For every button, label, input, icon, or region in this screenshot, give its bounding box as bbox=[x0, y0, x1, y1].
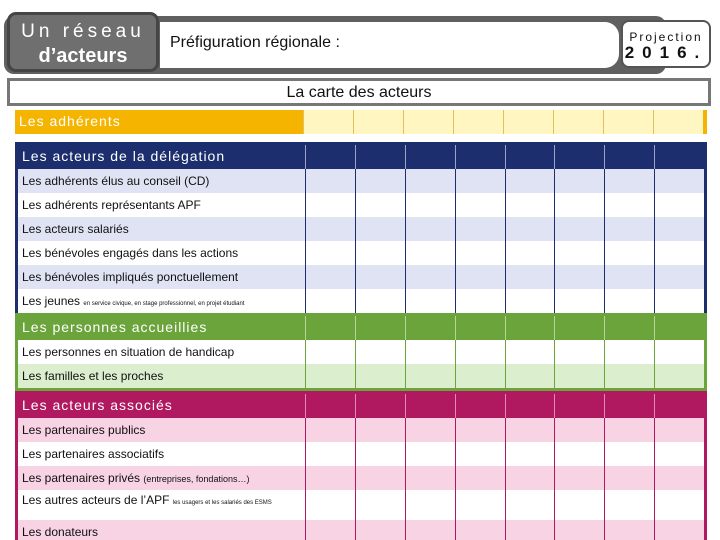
row-label: Les donateurs bbox=[18, 520, 305, 540]
grid-cell[interactable] bbox=[505, 466, 555, 490]
grid-cell[interactable] bbox=[405, 364, 455, 388]
projection-label: Projection bbox=[629, 30, 703, 44]
grid-cell[interactable] bbox=[503, 110, 553, 134]
grid-cell[interactable] bbox=[505, 193, 555, 217]
grid-cell[interactable] bbox=[554, 217, 604, 241]
section-title-associes: Les acteurs associés bbox=[22, 397, 173, 413]
row-label: Les adhérents représentants APF bbox=[18, 193, 305, 217]
grid-cell[interactable] bbox=[405, 241, 455, 265]
grid-cell[interactable] bbox=[604, 520, 654, 540]
grid-cell[interactable] bbox=[505, 490, 555, 520]
grid-cell[interactable] bbox=[455, 193, 505, 217]
table-row bbox=[18, 466, 704, 490]
grid-cell[interactable] bbox=[303, 110, 353, 134]
grid-cell[interactable] bbox=[403, 110, 453, 134]
grid-cell[interactable] bbox=[505, 442, 555, 466]
grid-cell[interactable] bbox=[554, 265, 604, 289]
grid-cell[interactable] bbox=[604, 265, 654, 289]
grid-cell[interactable] bbox=[355, 490, 405, 520]
grid-cell[interactable] bbox=[455, 466, 505, 490]
grid-cell[interactable] bbox=[305, 466, 355, 490]
grid-cell[interactable] bbox=[554, 418, 604, 442]
grid-cell[interactable] bbox=[505, 340, 555, 364]
grid-cell[interactable] bbox=[455, 364, 505, 388]
grid-cell[interactable] bbox=[604, 217, 654, 241]
table-row bbox=[18, 520, 704, 540]
grid-cell[interactable] bbox=[654, 418, 704, 442]
grid-cell[interactable] bbox=[653, 110, 703, 134]
grid-cell[interactable] bbox=[405, 442, 455, 466]
grid-cell[interactable] bbox=[355, 193, 405, 217]
grid-cell[interactable] bbox=[554, 340, 604, 364]
grid-cell[interactable] bbox=[604, 241, 654, 265]
grid-cell[interactable] bbox=[505, 265, 555, 289]
grid-cell[interactable] bbox=[355, 418, 405, 442]
grid-cell[interactable] bbox=[405, 520, 455, 540]
grid-cell[interactable] bbox=[604, 364, 654, 388]
grid-cell[interactable] bbox=[355, 364, 405, 388]
grid-cell[interactable] bbox=[654, 169, 704, 193]
section-title-personnes: Les personnes accueillies bbox=[22, 319, 208, 335]
section-adherents bbox=[15, 110, 707, 134]
prives-note: (entreprises, fondations…) bbox=[143, 474, 250, 484]
section-title-adherents: Les adhérents bbox=[19, 113, 121, 129]
grid-cell[interactable] bbox=[305, 340, 355, 364]
table-row bbox=[18, 193, 704, 217]
grid-cell[interactable] bbox=[405, 490, 455, 520]
grid-cell[interactable] bbox=[604, 340, 654, 364]
row-label: Les familles et les proches bbox=[18, 364, 305, 388]
grid-cell[interactable] bbox=[505, 520, 555, 540]
row-label: Les adhérents élus au conseil (CD) bbox=[18, 169, 305, 193]
projection-box bbox=[621, 20, 711, 68]
grid-cell[interactable] bbox=[505, 169, 555, 193]
grid-cell[interactable] bbox=[505, 241, 555, 265]
grid-cell[interactable] bbox=[355, 241, 405, 265]
table-row bbox=[18, 442, 704, 466]
row-label-prives bbox=[18, 466, 305, 490]
section-title-delegation: Les acteurs de la délégation bbox=[22, 148, 226, 164]
grid-cell[interactable] bbox=[405, 418, 455, 442]
autres-label: Les autres acteurs de l’APF bbox=[22, 493, 170, 507]
grid-cell[interactable] bbox=[505, 418, 555, 442]
grid-cell[interactable] bbox=[603, 110, 653, 134]
grid-cell[interactable] bbox=[305, 169, 355, 193]
grid-cell[interactable] bbox=[554, 241, 604, 265]
table-row bbox=[18, 265, 704, 289]
row-label: Les partenaires publics bbox=[18, 418, 305, 442]
carte-title: La carte des acteurs bbox=[7, 78, 711, 106]
grid-cell[interactable] bbox=[305, 442, 355, 466]
grid-cell[interactable] bbox=[604, 442, 654, 466]
grid-cell[interactable] bbox=[305, 193, 355, 217]
table-row bbox=[18, 490, 704, 520]
row-label: Les personnes en situation de handicap bbox=[18, 340, 305, 364]
grid-cell[interactable] bbox=[604, 418, 654, 442]
grid-cell[interactable] bbox=[654, 265, 704, 289]
grid-cell[interactable] bbox=[604, 169, 654, 193]
grid-cell[interactable] bbox=[604, 490, 654, 520]
title-line2: d’acteurs bbox=[38, 45, 128, 67]
grid-cell[interactable] bbox=[654, 364, 704, 388]
jeunes-label: Les jeunes bbox=[22, 294, 81, 308]
grid-cell[interactable] bbox=[453, 110, 503, 134]
grid-cell[interactable] bbox=[305, 217, 355, 241]
table-row bbox=[18, 364, 704, 388]
section-personnes bbox=[15, 313, 707, 391]
grid-cell[interactable] bbox=[554, 466, 604, 490]
grid-cell[interactable] bbox=[355, 442, 405, 466]
grid-cell[interactable] bbox=[654, 217, 704, 241]
grid-cell[interactable] bbox=[305, 520, 355, 540]
grid-cell[interactable] bbox=[604, 466, 654, 490]
grid-cell[interactable] bbox=[305, 418, 355, 442]
table-row bbox=[18, 241, 704, 265]
grid-cell[interactable] bbox=[505, 217, 555, 241]
grid-cell[interactable] bbox=[455, 520, 505, 540]
grid-cell[interactable] bbox=[654, 442, 704, 466]
grid-cell[interactable] bbox=[654, 241, 704, 265]
row-label: Les acteurs salariés bbox=[18, 217, 305, 241]
grid-cell[interactable] bbox=[355, 169, 405, 193]
grid-cell[interactable] bbox=[355, 265, 405, 289]
grid-cell[interactable] bbox=[654, 340, 704, 364]
grid-cell[interactable] bbox=[553, 110, 603, 134]
grid-cell[interactable] bbox=[405, 169, 455, 193]
grid-cell[interactable] bbox=[305, 241, 355, 265]
section-header-delegation bbox=[18, 145, 704, 169]
grid-cell[interactable] bbox=[455, 418, 505, 442]
grid-cell[interactable] bbox=[505, 364, 555, 388]
row-label: Les bénévoles engagés dans les actions bbox=[18, 241, 305, 265]
grid-cell[interactable] bbox=[554, 169, 604, 193]
page-subtitle: Préfiguration régionale : bbox=[160, 22, 619, 68]
grid-cell[interactable] bbox=[355, 217, 405, 241]
title-box bbox=[7, 12, 159, 72]
grid-cell[interactable] bbox=[554, 193, 604, 217]
grid-cell[interactable] bbox=[405, 193, 455, 217]
grid-cell[interactable] bbox=[654, 193, 704, 217]
table-row bbox=[18, 340, 704, 364]
grid-cell[interactable] bbox=[305, 490, 355, 520]
table-row bbox=[18, 418, 704, 442]
grid-cell[interactable] bbox=[455, 442, 505, 466]
grid-cell[interactable] bbox=[554, 490, 604, 520]
autres-note: les usagers et les salariés des ESMS bbox=[172, 500, 272, 506]
section-header-associes bbox=[18, 394, 704, 418]
grid-cell[interactable] bbox=[455, 217, 505, 241]
grid-cell[interactable] bbox=[455, 241, 505, 265]
grid-cell[interactable] bbox=[654, 466, 704, 490]
section-delegation bbox=[15, 142, 707, 322]
grid-cell[interactable] bbox=[554, 364, 604, 388]
section-header-personnes bbox=[18, 316, 704, 340]
grid-cell[interactable] bbox=[305, 265, 355, 289]
row-label: Les partenaires associatifs bbox=[18, 442, 305, 466]
grid-cell[interactable] bbox=[455, 340, 505, 364]
grid-cell[interactable] bbox=[405, 466, 455, 490]
grid-cell[interactable] bbox=[455, 265, 505, 289]
title-line1: Un réseau bbox=[21, 21, 145, 42]
prives-label: Les partenaires privés bbox=[22, 471, 141, 485]
section-associes bbox=[15, 391, 707, 540]
grid-cell[interactable] bbox=[455, 490, 505, 520]
grid-cell[interactable] bbox=[604, 193, 654, 217]
grid-cell[interactable] bbox=[353, 110, 403, 134]
grid-cell[interactable] bbox=[654, 520, 704, 540]
grid-cell[interactable] bbox=[355, 466, 405, 490]
grid-cell[interactable] bbox=[455, 169, 505, 193]
grid-cell[interactable] bbox=[355, 340, 405, 364]
grid-cell[interactable] bbox=[405, 217, 455, 241]
section-header-adherents bbox=[15, 110, 707, 134]
grid-cell[interactable] bbox=[554, 520, 604, 540]
table-row bbox=[18, 217, 704, 241]
grid-cell[interactable] bbox=[554, 442, 604, 466]
projection-year: 2016. bbox=[624, 43, 708, 62]
grid-cell[interactable] bbox=[654, 490, 704, 520]
jeunes-note: en service civique, en stage professionnel, en projet étudiant bbox=[83, 301, 245, 307]
table-row bbox=[18, 169, 704, 193]
grid-cell[interactable] bbox=[405, 265, 455, 289]
row-label: Les bénévoles impliqués ponctuellement bbox=[18, 265, 305, 289]
grid-cell[interactable] bbox=[355, 520, 405, 540]
grid-cell[interactable] bbox=[305, 364, 355, 388]
row-label-autres bbox=[18, 490, 305, 520]
grid-cell[interactable] bbox=[405, 340, 455, 364]
